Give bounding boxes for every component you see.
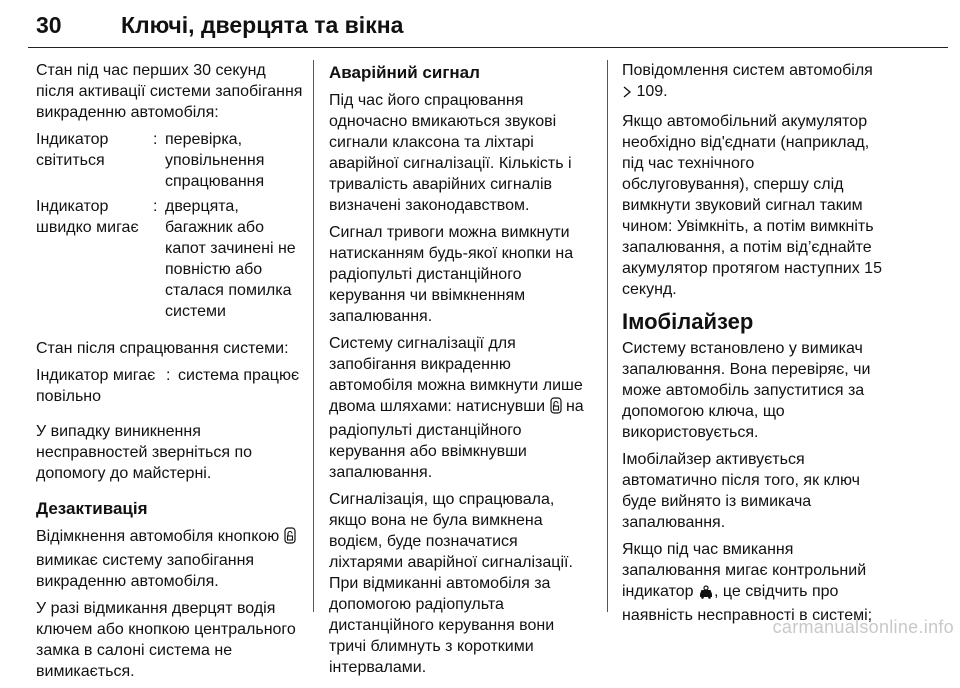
- definition-colon: :: [153, 198, 158, 215]
- slow-blink-row: [36, 365, 304, 407]
- immobilizer-paragraph-1: Систему встановлено у вимикач запалювання. Вона перевіряє, чи може автомобіль запуститися за допомогою ключа, що використовується.: [622, 340, 871, 441]
- alarm-paragraph-3: Систему сигналізації для запобігання викраденню автомобіля можна вимкнути лише двома шляхами: натиснувши на радіопульті дистанційного керування або ввімкнувши запалювання.: [329, 335, 584, 481]
- definition-row: [36, 129, 304, 192]
- page-number: 30: [36, 12, 62, 38]
- page-title: Ключі, дверцята та вікна: [121, 12, 404, 38]
- column-2: [329, 60, 591, 684]
- watermark: carmanualsonline.info: [772, 617, 954, 637]
- definition-colon: :: [153, 131, 158, 148]
- deactivation-paragraph-1: Відімкнення автомобіля кнопкою вимикає систему запобігання викраденню автомобіля.: [36, 526, 304, 592]
- definition-term: Індикатор швидко мигає: [36, 198, 139, 236]
- fault-paragraph: У випадку виникнення несправностей зверніться по допомогу до майстерні.: [36, 423, 253, 482]
- page-header: [28, 4, 948, 48]
- definition-desc: дверцята, багажник або капот зачинені не повністю або сталася помилка системи: [165, 198, 296, 320]
- page-reference-icon: [622, 84, 632, 105]
- alarm-paragraph-2: Сигнал тривоги можна вимкнути натисканням будь-якої кнопки на радіопульті дистанційного керування чи ввімкненням запалювання.: [329, 224, 574, 325]
- deactivation-heading: Дезактивація: [36, 499, 148, 518]
- after-activation-label: Стан після спрацювання системи:: [36, 340, 289, 357]
- intro-paragraph: Стан під час перших 30 секунд після активації системи запобігання викраденню автомобіля:: [36, 62, 303, 121]
- immobilizer-paragraph-2: Імобілайзер активується автоматично після того, як ключ буде вийнято із вимикача запалювання.: [622, 451, 861, 531]
- definition-colon: :: [166, 367, 171, 384]
- column-1: [36, 60, 304, 688]
- definition-row: [36, 196, 304, 322]
- column-divider-2: [607, 60, 608, 612]
- messages-paragraph: Повідомлення систем автомобіля 109.: [622, 60, 884, 105]
- header-rule: [28, 47, 948, 48]
- definition-desc: перевірка, уповільнення спрацювання: [165, 131, 265, 190]
- immobilizer-heading: Імобілайзер: [622, 309, 754, 334]
- column-3: [622, 60, 884, 632]
- alarm-heading: Аварійний сигнал: [329, 63, 480, 82]
- definition-desc: система працює: [178, 367, 300, 384]
- deactivation-paragraph-2: У разі відмикання дверцят водія ключем або кнопкою центрального замка в салоні система не вимикається.: [36, 600, 296, 680]
- status-definition-list: [36, 129, 304, 322]
- column-divider-1: [313, 60, 314, 612]
- battery-paragraph: Якщо автомобільний акумулятор необхідно від'єднати (наприклад, під час технічного обслуговування), спершу слід вимкнути звуковий сигнал таким чином: Увімкніть, а потім вимкніть запалювання, а потім від’єднайте акумулятор протягом наступних 15 секунд.: [622, 113, 882, 298]
- unlock-key-icon: [284, 527, 296, 550]
- alarm-paragraph-1: Під час його спрацювання одночасно вмикаються звукові сигнали клаксона та ліхтарі аварійної сигналізації. Кількість і тривалість аварійних сигналів визначені законодавством.: [329, 92, 572, 214]
- alarm-paragraph-4: Сигналізація, що спрацювала, якщо вона не була вимкнена водієм, буде позначатися ліхтарями аварійної сигналізації. При відмиканні автомобіля за допомогою радіопульта дистанційного керування вони тричі блимнуть з короткими інтервалами.: [329, 491, 573, 676]
- definition-term: Індикатор мигає повільно: [36, 367, 156, 405]
- definition-term: Індикатор світиться: [36, 131, 109, 169]
- immobilizer-car-key-icon: [698, 584, 714, 605]
- unlock-key-icon: [550, 397, 562, 420]
- immobilizer-paragraph-3: Якщо під час вмикання запалювання мигає контрольний індикатор , це свідчить про наявність несправності в системі;: [622, 541, 873, 624]
